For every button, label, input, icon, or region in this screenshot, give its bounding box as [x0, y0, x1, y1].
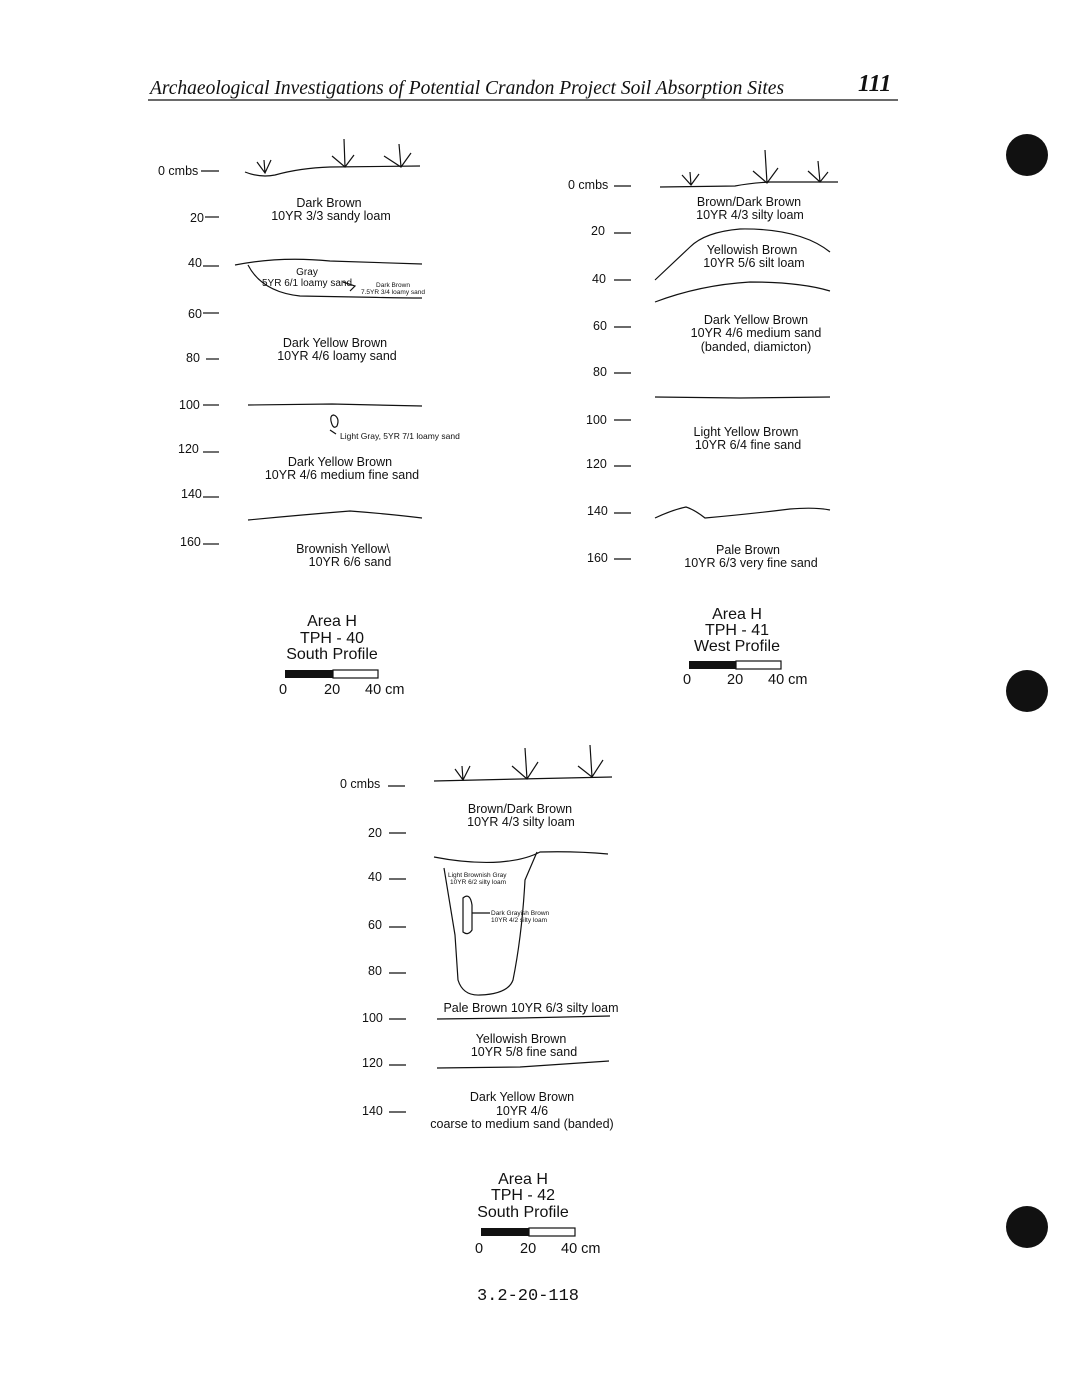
depth-label: 100	[179, 398, 200, 412]
depth-label: 120	[178, 442, 199, 456]
page-number: 111	[858, 71, 892, 97]
ground-surface-line	[660, 182, 838, 187]
caption-area: Area H	[498, 1171, 548, 1188]
layer-label: coarse to medium sand (banded)	[430, 1117, 614, 1131]
plant-icon	[808, 161, 828, 182]
layer-label: Dark Yellow Brown	[287, 455, 393, 469]
layer-label: 10YR 5/8 fine sand	[470, 1045, 578, 1059]
horizon-boundary	[437, 1061, 609, 1068]
running-header-title: Archaeological Investigations of Potential Crandon Project Soil Absorption Sites	[150, 78, 785, 99]
scale-label: 0	[683, 672, 692, 688]
depth-label: 40	[188, 256, 202, 270]
inclusion-mark	[331, 415, 338, 427]
plant-icon	[455, 766, 470, 780]
caption-profile: South Profile	[286, 646, 378, 663]
depth-label: 100	[586, 413, 607, 427]
layer-label: Brown/Dark Brown	[696, 195, 802, 209]
layer-label: 10YR 4/3 silty loam	[467, 815, 575, 829]
scale-label: 40 cm	[365, 682, 405, 698]
depth-label: 0 cmbs	[340, 777, 381, 791]
depth-label: 140	[362, 1104, 383, 1118]
layer-label: 10YR 6/4 fine sand	[694, 438, 802, 452]
punch-hole-middle	[1006, 670, 1048, 712]
scale-bar-black-segment	[689, 661, 736, 669]
depth-scale	[340, 777, 406, 1118]
depth-label: 80	[593, 365, 607, 379]
layer-label: (banded, diamicton)	[700, 340, 812, 354]
plant-icon	[512, 748, 538, 779]
layer-label: Dark Brown	[376, 282, 410, 289]
layer-label: Gray	[296, 267, 318, 278]
layer-label: Pale Brown	[716, 543, 780, 557]
scale-bar	[689, 661, 781, 669]
horizon-boundary	[248, 404, 422, 406]
layer-label: 10YR 4/3 silty loam	[696, 208, 804, 222]
inclusion-mark	[463, 896, 472, 933]
leader-line	[330, 430, 336, 434]
layer-label: Brownish Yellow\	[296, 542, 390, 556]
caption-tph: TPH - 42	[490, 1187, 556, 1204]
plant-icon	[578, 745, 603, 777]
layer-label: Light Gray, 5YR 7/1 loamy sand	[340, 431, 460, 441]
layer-label: 7.5YR 3/4 loamy sand	[361, 289, 425, 296]
layer-label: 10YR 6/6 sand	[308, 555, 392, 569]
depth-label: 60	[188, 307, 202, 321]
depth-label: 60	[368, 918, 382, 932]
plant-icon	[682, 172, 699, 185]
scale-bar-white-segment	[529, 1228, 575, 1236]
layer-label: 10YR 3/3 sandy loam	[271, 209, 391, 223]
depth-label: 120	[586, 457, 607, 471]
plant-icon	[384, 144, 411, 167]
depth-label: 0 cmbs	[568, 178, 609, 192]
caption-profile: South Profile	[477, 1204, 569, 1221]
scale-label: 0	[475, 1241, 484, 1257]
caption-tph: TPH - 40	[299, 630, 365, 647]
horizon-boundary	[235, 259, 422, 265]
layer-label: 10YR 6/3 very fine sand	[684, 556, 818, 570]
layer-label: 10YR 6/2 silty loam	[450, 879, 506, 886]
depth-label: 160	[587, 551, 608, 565]
horizon-boundary	[655, 282, 830, 302]
depth-label: 20	[190, 211, 204, 225]
depth-label: 60	[593, 319, 607, 333]
scale-bar	[285, 670, 378, 678]
depth-scale	[568, 178, 631, 565]
depth-label: 40	[368, 870, 382, 884]
scale-bar-white-segment	[333, 670, 378, 678]
caption-profile: West Profile	[694, 638, 780, 655]
scale-label: 0	[279, 682, 288, 698]
ground-surface-line	[245, 166, 420, 176]
layer-label: Dark Yellow Brown	[282, 336, 388, 350]
depth-label: 20	[368, 826, 382, 840]
plant-icon	[257, 160, 271, 173]
depth-label: 140	[181, 487, 202, 501]
scale-bar-black-segment	[285, 670, 333, 678]
document-number: 3.2-20-118	[476, 1287, 580, 1306]
depth-label: 100	[362, 1011, 383, 1025]
scale-label: 20	[324, 682, 341, 698]
plant-icon	[753, 150, 778, 183]
scale-label: 40 cm	[561, 1241, 601, 1257]
layer-label: Light Brownish Gray	[448, 872, 507, 879]
scale-label: 20	[727, 672, 744, 688]
layer-label: Dark Brown	[296, 196, 362, 210]
layer-label: Brown/Dark Brown	[467, 802, 573, 816]
layer-label: Dark Yellow Brown	[703, 313, 809, 327]
layer-label: 10YR 4/6	[495, 1104, 549, 1118]
profile-tph-42	[340, 745, 619, 1257]
caption-area: Area H	[307, 613, 357, 630]
plant-icon	[332, 139, 354, 167]
depth-label: 140	[587, 504, 608, 518]
depth-label: 120	[362, 1056, 383, 1070]
depth-scale	[158, 164, 219, 549]
profile-tph-41	[568, 150, 838, 688]
layer-label: Dark Yellow Brown	[469, 1090, 575, 1104]
layer-label: 10YR 4/2 silty loam	[491, 917, 547, 924]
horizon-boundary	[655, 397, 830, 398]
punch-hole-bottom	[1006, 1206, 1048, 1248]
layer-label: 10YR 4/6 loamy sand	[277, 349, 397, 363]
scale-bar-black-segment	[481, 1228, 529, 1236]
caption-area: Area H	[712, 606, 762, 623]
layer-label: 10YR 4/6 medium fine sand	[264, 468, 420, 482]
layer-label: Yellowish Brown	[475, 1032, 567, 1046]
scale-label: 20	[520, 1241, 537, 1257]
scale-bar-white-segment	[736, 661, 781, 669]
layer-label: Pale Brown 10YR 6/3 silty loam	[443, 1001, 619, 1015]
depth-label: 80	[368, 964, 382, 978]
horizon-boundary	[437, 1016, 610, 1019]
scale-bar	[481, 1228, 575, 1236]
horizon-boundary	[248, 511, 422, 520]
caption-tph: TPH - 41	[704, 622, 770, 639]
profile-tph-40	[158, 139, 460, 698]
layer-label: 10YR 5/6 silt loam	[703, 256, 805, 270]
layer-label: 10YR 4/6 medium sand	[690, 326, 822, 340]
scale-label: 40 cm	[768, 672, 808, 688]
layer-label: Light Yellow Brown	[693, 425, 799, 439]
horizon-boundary	[434, 852, 608, 863]
depth-label: 80	[186, 351, 200, 365]
depth-label: 0 cmbs	[158, 164, 199, 178]
layer-label: 5YR 6/1 loamy sand	[261, 278, 353, 289]
depth-label: 40	[592, 272, 606, 286]
layer-label: Dark Grayish Brown	[491, 910, 550, 917]
layer-label: Yellowish Brown	[706, 243, 798, 257]
depth-label: 20	[591, 224, 605, 238]
punch-hole-top	[1006, 134, 1048, 176]
horizon-boundary	[655, 507, 830, 518]
depth-label: 160	[180, 535, 201, 549]
